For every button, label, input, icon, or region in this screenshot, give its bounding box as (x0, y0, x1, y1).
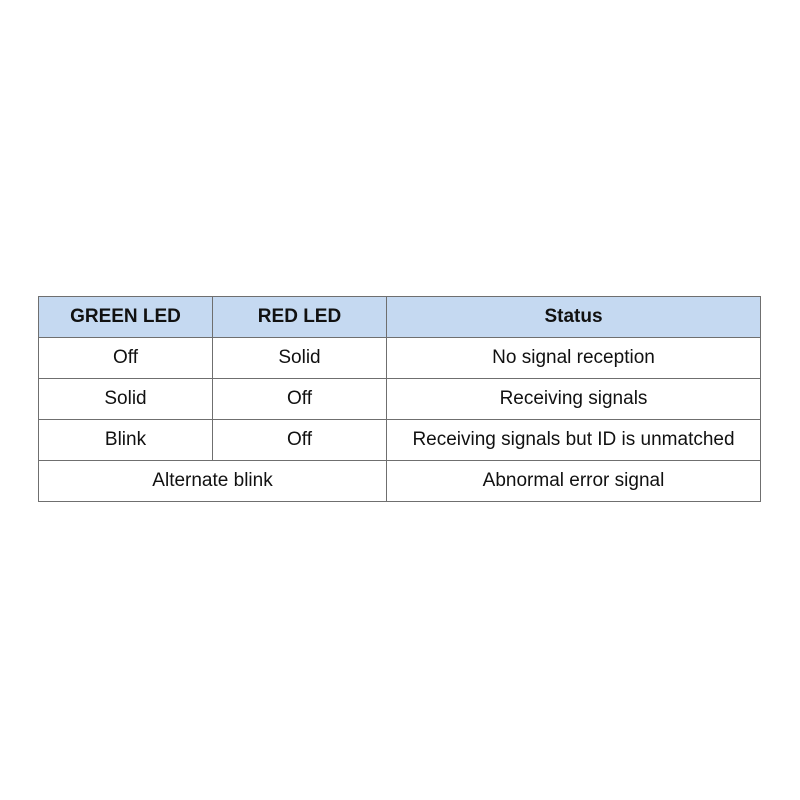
table-row-merged (39, 461, 761, 502)
header-status: Status (387, 297, 761, 338)
cell-green-led: Off (39, 338, 213, 379)
cell-red-led: Off (213, 420, 387, 461)
cell-led-merged: Alternate blink (39, 461, 387, 502)
table-body (39, 338, 761, 502)
cell-green-led: Solid (39, 379, 213, 420)
table-header (39, 297, 761, 338)
cell-green-led: Blink (39, 420, 213, 461)
cell-red-led: Solid (213, 338, 387, 379)
cell-status: Receiving signals (387, 379, 761, 420)
cell-status: Receiving signals but ID is unmatched (387, 420, 761, 461)
led-status-table (38, 296, 761, 502)
header-row (39, 297, 761, 338)
cell-red-led: Off (213, 379, 387, 420)
table-row (39, 379, 761, 420)
cell-status: Abnormal error signal (387, 461, 761, 502)
header-red-led: RED LED (213, 297, 387, 338)
header-green-led: GREEN LED (39, 297, 213, 338)
cell-status: No signal reception (387, 338, 761, 379)
table-row (39, 420, 761, 461)
table-row (39, 338, 761, 379)
